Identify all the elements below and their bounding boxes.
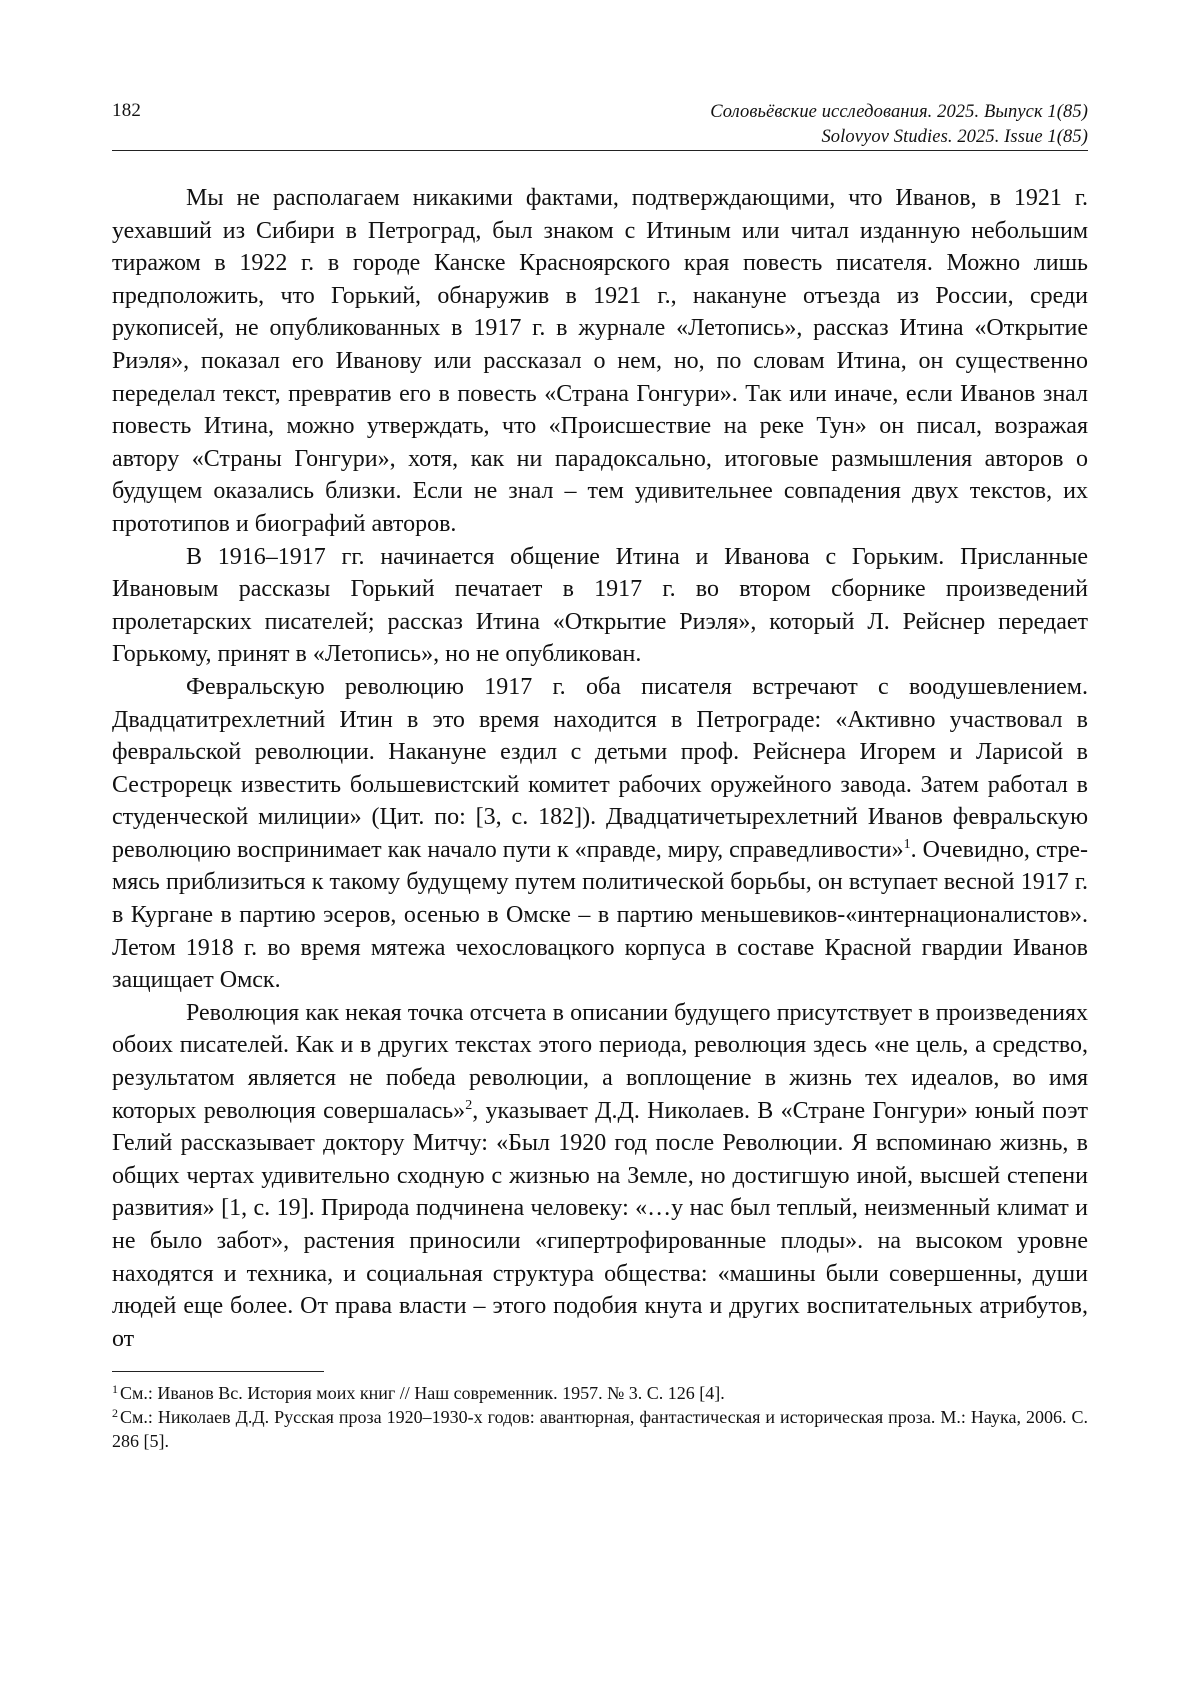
journal-title-english: Solovyov Studies. 2025. Issue 1(85) — [821, 127, 1088, 147]
paragraph-text: Революция как некая точка отсчета в описании будущего присутствует в произведениях обоих писателей. Как и в других текстах этого периода, революция здесь «не цель, а средство, результатом является не победа революции, а воплощение в жизнь тех идеалов, во имя которых революция совершалась» — [112, 999, 1088, 1124]
footnote-number: 2 — [112, 1406, 118, 1421]
paragraph-text: Февральскую революцию 1917 г. оба писателя встречают с воодушевлением. Двадцатитрехлетний Итин в это время находится в Петрограде: «Активно участвовал в февральской революции. Накануне ездил с детьми проф. Рейснера Игорем и Ларисой в Сестрорецк известить большевистский комитет рабочих оружейного завода. Затем работал в студенческой милиции» (Цит. по: [3, с. 182]). Двадцатичетырехлетний Иванов февральскую революцию воспринимает как начало пути к «правде, миру, справедливости» — [112, 673, 1088, 863]
paragraph — [112, 671, 1088, 997]
journal-title-russian: Соловьёвские исследования. 2025. Выпуск 1(85) — [710, 102, 1088, 122]
page-number: 182 — [112, 100, 142, 121]
footnotes — [112, 1381, 1088, 1453]
paragraph-text-continued: , указывает Д.Д. Николаев. В «Стране Гонгури» юный поэт Гелий рассказывает доктору Митчу: «Был 1920 год после Революции. Я вспоминаю жизнь, в общих чертах удивительно сходную с жизнью на Земле, но достигшую иной, высшей степени развития» [1, с. 19]. Природа подчинена человеку: «…у нас был теплый, неизменный климат и не было забот», растения приносили «гипертрофированные плоды». на высоком уровне находятся и техника, и социальная структура общества: «машины были совершенны, души людей еще более. От права власти – этого подобия кнута и других воспитательных атрибутов, от — [112, 1097, 1089, 1352]
footnote — [112, 1381, 1088, 1405]
paragraph-text-continued: . Очевидно, стремясь приблизиться к такому будущему путем политической борьбы, он вступает весной 1917 г. в Кургане в партию эсеров, осенью в Омске – в партию меньшевиков-«интернационалистов». Летом 1918 г. во время мятежа чехословацкого корпуса в составе Красной гвардии Иванов защищает Омск. — [112, 836, 1088, 994]
footnote-reference[interactable]: 1 — [903, 836, 911, 852]
footnote-text: См.: Иванов Вс. История моих книг // Наш современник. 1957. № 3. С. 126 [4]. — [120, 1383, 725, 1404]
paragraph: Мы не располагаем никакими фактами, подтверждающими, что Иванов, в 1921 г. уехавший из Сибири в Петроград, был знаком с Итиным или читал изданную небольшим тиражом в 1922 г. в городе Канске Красноярского края повесть писателя. Можно лишь предположить, что Горький, обнаружив в 1921 г., накануне отъезда из России, среди рукописей, не опубликованных в 1917 г. в журнале «Летопись», рассказ Итина «Открытие Риэля», показал его Иванову или рассказал о нем, но, по словам Итина, он существенно переделал текст, превратив его в повесть «Страна Гонгури». Так или иначе, если Иванов знал повесть Итина, можно утверждать, что «Происшествие на реке Тун» он писал, возражая автору «Страны Гонгури», хотя, как ни парадоксально, итоговые размышления авторов о будущем оказались близки. Если не знал – тем удивительнее совпадения двух текстов, их прототипов и биографий авторов. — [112, 185, 1088, 537]
paragraph — [112, 997, 1088, 1356]
document-page — [112, 96, 1088, 1453]
article-body — [112, 182, 1088, 1355]
footnote-reference[interactable]: 2 — [465, 1097, 473, 1113]
journal-title-block — [710, 100, 1088, 150]
running-header — [112, 96, 1088, 151]
footnote-number: 1 — [112, 1382, 118, 1397]
footnote-text: См.: Николаев Д.Д. Русская проза 1920–1930-х годов: авантюрная, фантастическая и историческая проза. М.: Наука, 2006. С. 286 [5]. — [112, 1407, 1088, 1452]
footnote-divider — [112, 1371, 324, 1372]
paragraph: В 1916–1917 гг. начинается общение Итина и Иванова с Горьким. Присланные Ивановым рассказы Горький печатает в 1917 г. во втором сборнике произведений пролетарских писателей; рассказ Итина «Открытие Риэля», который Л. Рейснер передает Горькому, принят в «Летопись», но не опубликован. — [112, 543, 1088, 668]
footnote — [112, 1405, 1088, 1453]
